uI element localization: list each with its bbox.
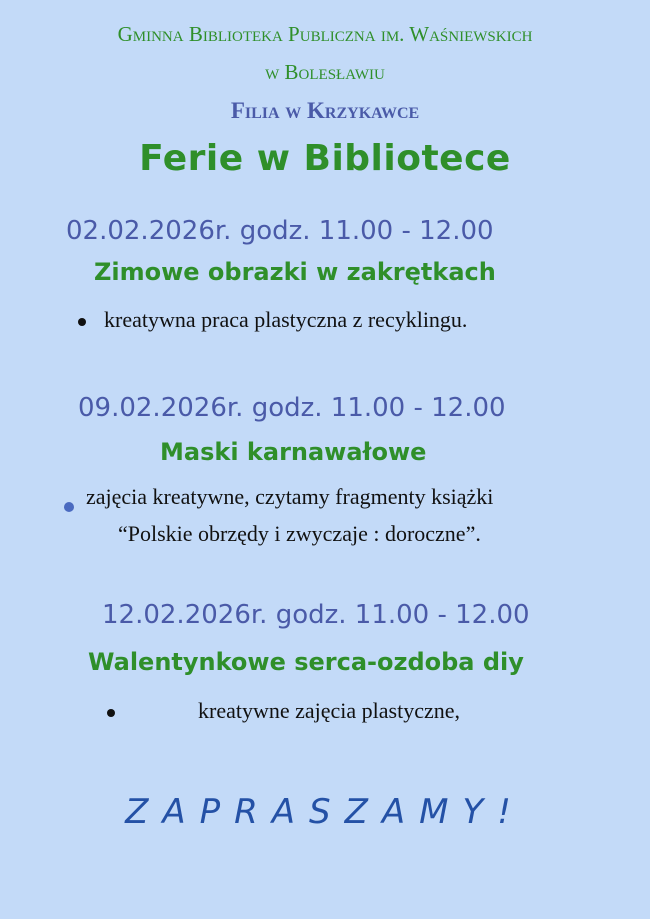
event-description-line2: “Polskie obrzędy i zwyczaje : doroczne”. bbox=[118, 521, 481, 546]
branch-name: Filia w Krzykawce bbox=[230, 98, 420, 123]
event-description: kreatywna praca plastyczna z recyklingu. bbox=[104, 307, 468, 332]
library-name-line2: w Bolesławiu bbox=[265, 60, 385, 84]
event-date: 02.02.2026r. godz. 11.00 - 12.00 bbox=[66, 216, 494, 246]
library-name-line1: Gminna Biblioteka Publiczna im. Waśniewskich bbox=[117, 22, 533, 46]
bullet-icon bbox=[107, 709, 115, 717]
page-title: Ferie w Bibliotece bbox=[139, 138, 511, 179]
event-name: Maski karnawałowe bbox=[160, 438, 427, 466]
invitation-text: ZAPRASZAMY! bbox=[125, 792, 525, 832]
event-date: 12.02.2026r. godz. 11.00 - 12.00 bbox=[102, 600, 530, 630]
bullet-icon bbox=[78, 318, 86, 326]
event-name: Zimowe obrazki w zakrętkach bbox=[94, 258, 496, 286]
bullet-icon bbox=[64, 502, 74, 512]
event-description: kreatywne zajęcia plastyczne, bbox=[198, 698, 461, 723]
event-description-line1: zajęcia kreatywne, czytamy fragmenty książki bbox=[86, 484, 494, 509]
event-date: 09.02.2026r. godz. 11.00 - 12.00 bbox=[78, 393, 506, 423]
event-name: Walentynkowe serca-ozdoba diy bbox=[88, 648, 524, 676]
